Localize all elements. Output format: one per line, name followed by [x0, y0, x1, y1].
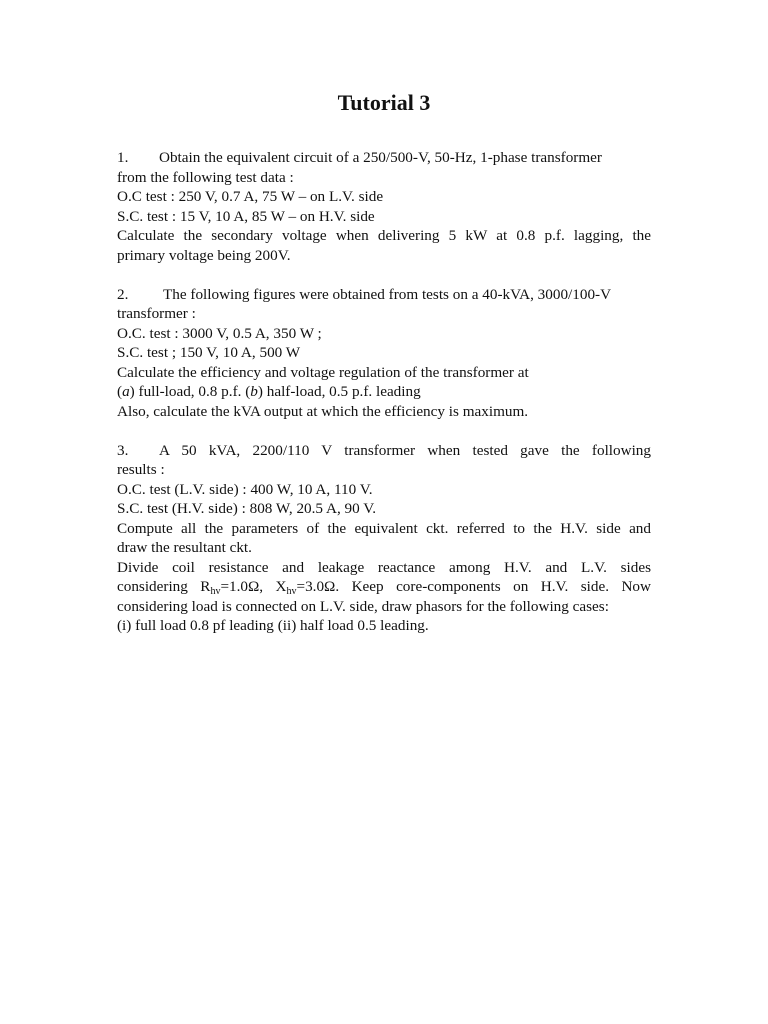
question-2-text: The following figures were obtained from tests on a 40-kVA, 3000/100-V: [163, 285, 612, 303]
part-b-label: b: [250, 383, 258, 400]
question-3-line-5: Compute all the parameters of the equivalent ckt. referred to the H.V. side and: [117, 519, 651, 537]
part-b-text: half-load, 0.5 p.f. leading: [262, 383, 421, 400]
part-a-text: full-load, 0.8 p.f. (: [134, 383, 251, 400]
question-1-line-1: [117, 148, 651, 168]
question-2-number: 2.: [117, 285, 129, 303]
x-subscript: hv: [286, 586, 297, 597]
question-1-line-2: from the following test data :: [117, 168, 294, 186]
part-a-label: a: [122, 383, 130, 400]
question-3-line-7: Divide coil resistance and leakage reactance among H.V. and L.V. sides: [117, 558, 651, 576]
question-3-line-1: [117, 441, 651, 461]
formula-middle: =1.0Ω, X: [220, 578, 287, 595]
question-2-line-5: Calculate the efficiency and voltage regulation of the transformer at: [117, 363, 529, 381]
r-subscript: hv: [210, 586, 221, 597]
question-3-line-6: draw the resultant ckt.: [117, 539, 252, 556]
formula-prefix: considering R: [117, 578, 211, 595]
question-3: [117, 441, 651, 636]
question-1-number: 1.: [117, 149, 129, 166]
question-1-line-3: O.C test : 250 V, 0.7 A, 75 W – on L.V. side: [117, 188, 384, 205]
page-title: Tutorial 3: [337, 90, 431, 115]
question-2-line-3: O.C. test : 3000 V, 0.5 A, 350 W ;: [117, 324, 322, 342]
question-2: [117, 285, 651, 422]
question-3-number: 3.: [117, 441, 129, 459]
question-2-line-1: [117, 285, 651, 305]
question-3-line-4: S.C. test (H.V. side) : 808 W, 20.5 A, 90 V.: [117, 500, 377, 517]
question-2-line-2: transformer :: [117, 305, 196, 322]
question-3-text: A 50 kVA, 2200/110 V transformer when tested gave the following: [159, 441, 651, 459]
question-3-line-3: O.C. test (L.V. side) : 400 W, 10 A, 110 V.: [117, 480, 373, 498]
question-1-line-6: primary voltage being 200V.: [117, 246, 291, 264]
question-3-line-9: considering load is connected on L.V. side, draw phasors for the following cases:: [117, 597, 609, 615]
question-1: [117, 148, 651, 265]
question-1-line-4: S.C. test : 15 V, 10 A, 85 W – on H.V. side: [117, 207, 375, 225]
question-3-line-10: (i) full load 0.8 pf leading (ii) half load 0.5 leading.: [117, 617, 429, 634]
question-list: [117, 148, 651, 655]
question-1-text: Obtain the equivalent circuit of a 250/500-V, 50-Hz, 1-phase transformer: [159, 149, 602, 166]
question-3-line-8: [117, 577, 651, 597]
question-3-line-2: results :: [117, 461, 165, 478]
question-1-line-5: Calculate the secondary voltage when delivering 5 kW at 0.8 p.f. lagging, the: [117, 227, 651, 244]
question-2-line-6: (a) full-load, 0.8 p.f. (b) half-load, 0.5 p.f. leading: [117, 383, 421, 400]
formula-suffix: =3.0Ω. Keep core-components on H.V. side. Now: [296, 578, 651, 595]
question-2-line-7: Also, calculate the kVA output at which the efficiency is maximum.: [117, 402, 529, 420]
question-2-line-4: S.C. test ; 150 V, 10 A, 500 W: [117, 344, 301, 361]
